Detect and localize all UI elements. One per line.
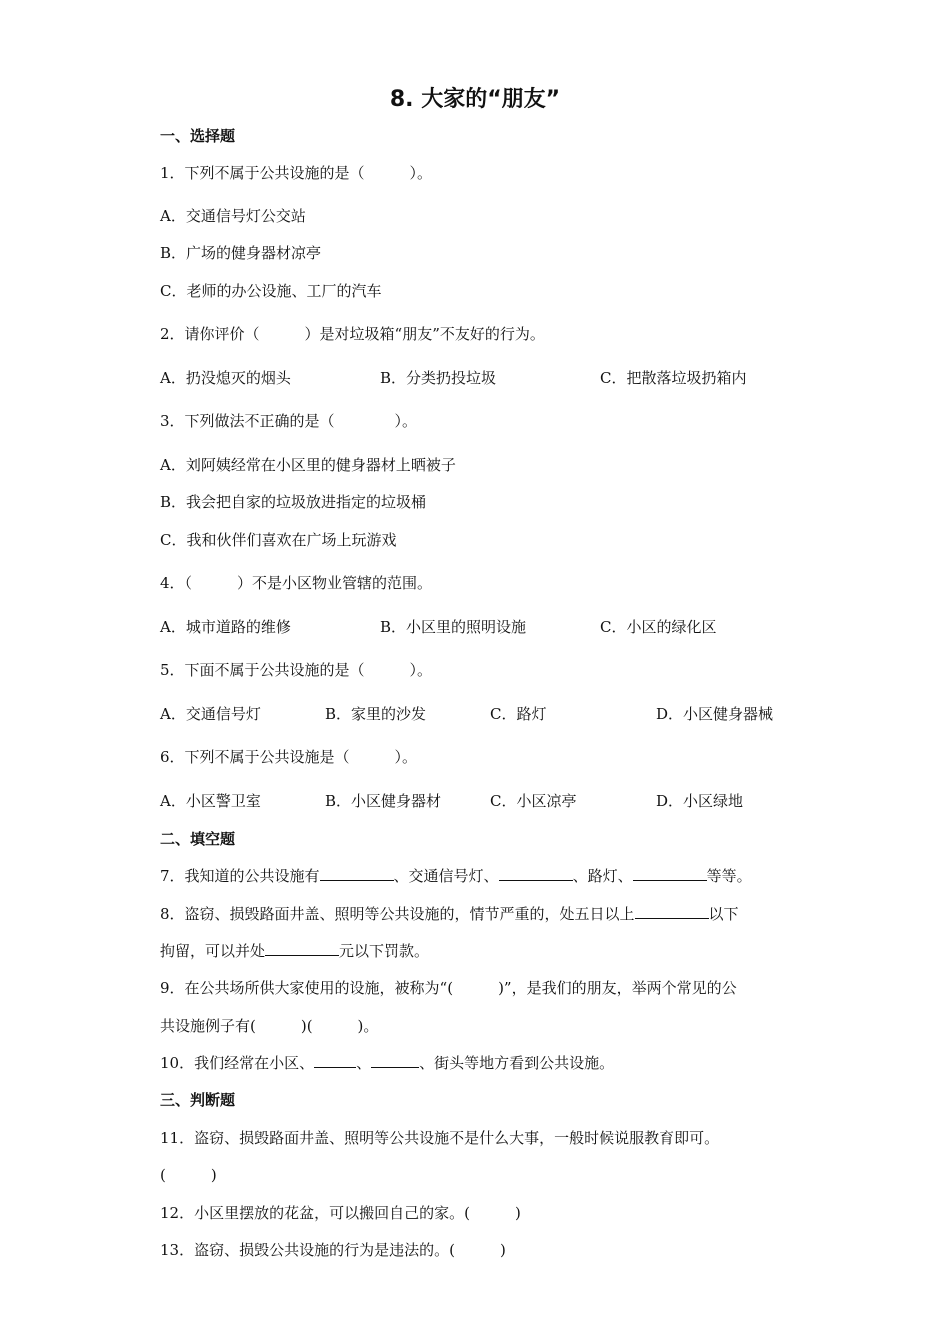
question-5-option-a: A．交通信号灯	[160, 705, 261, 723]
question-8-line-1	[160, 903, 739, 924]
question-10-text-3: 、街头等地方看到公共设施。	[419, 1054, 615, 1072]
question-1-option-b: B．广场的健身器材凉亭	[160, 244, 322, 262]
question-9-line-2: 共设施例子有( )( )。	[160, 1017, 379, 1035]
section-heading-fill: 二、填空题	[160, 830, 236, 848]
question-7-text-1: 7．我知道的公共设施有	[160, 867, 320, 885]
question-5-option-c: C．路灯	[490, 705, 547, 723]
question-3-option-b: B．我会把自家的垃圾放进指定的垃圾桶	[160, 493, 427, 511]
question-10-text-1: 10．我们经常在小区、	[160, 1054, 315, 1072]
question-6-stem: 6．下列不属于公共设施是（ ）。	[160, 748, 418, 766]
question-7-text-3: 、路灯、	[572, 867, 633, 885]
question-8-line-2	[160, 940, 429, 961]
question-5-option-b: B．家里的沙发	[325, 705, 427, 723]
question-7-blank-2[interactable]	[499, 866, 573, 881]
question-6-option-a: A．小区警卫室	[160, 792, 261, 810]
question-1-option-a: A．交通信号灯公交站	[160, 207, 306, 225]
question-2-option-c: C．把散落垃圾扔箱内	[600, 369, 747, 387]
question-11-line-1: 11．盗窃、损毁路面井盖、照明等公共设施不是什么大事，一般时候说服教育即可。	[160, 1129, 720, 1147]
question-8-text-3: 拘留，可以并处	[160, 942, 266, 960]
question-4-option-c: C．小区的绿化区	[600, 618, 717, 636]
section-heading-choice: 一、选择题	[160, 127, 236, 145]
question-7-text-2: 、交通信号灯、	[393, 867, 499, 885]
question-8-text-1: 8．盗窃、损毁路面井盖、照明等公共设施的，情节严重的，处五日以上	[160, 905, 635, 923]
section-heading-judge: 三、判断题	[160, 1091, 236, 1109]
question-2-option-a: A．扔没熄灭的烟头	[160, 369, 291, 387]
question-5-stem: 5．下面不属于公共设施的是（ ）。	[160, 661, 433, 679]
question-7	[160, 865, 752, 886]
question-10-blank-2[interactable]	[371, 1053, 419, 1068]
question-1-stem: 1．下列不属于公共设施的是（ ）。	[160, 164, 433, 182]
question-11-line-2: ( )	[160, 1166, 217, 1184]
question-8-blank-2[interactable]	[265, 941, 339, 956]
question-12: 12．小区里摆放的花盆，可以搬回自己的家。( )	[160, 1204, 521, 1222]
question-3-stem: 3．下列做法不正确的是（ ）。	[160, 412, 418, 430]
question-6-option-b: B．小区健身器材	[325, 792, 442, 810]
question-3-option-a: A．刘阿姨经常在小区里的健身器材上晒被子	[160, 456, 456, 474]
question-3-option-c: C．我和伙伴们喜欢在广场上玩游戏	[160, 531, 397, 549]
question-8-text-4: 元以下罚款。	[339, 942, 430, 960]
question-2-stem: 2．请你评价（ ）是对垃圾箱“朋友”不友好的行为。	[160, 325, 545, 343]
question-8-blank-1[interactable]	[635, 904, 709, 919]
question-1-option-c: C．老师的办公设施、工厂的汽车	[160, 282, 382, 300]
question-4-stem: 4．（ ）不是小区物业管辖的范围。	[160, 574, 433, 592]
question-6-option-d: D．小区绿地	[656, 792, 744, 810]
question-7-text-4: 等等。	[706, 867, 752, 885]
question-4-option-b: B．小区里的照明设施	[380, 618, 527, 636]
question-13: 13．盗窃、损毁公共设施的行为是违法的。( )	[160, 1241, 506, 1259]
question-5-option-d: D．小区健身器械	[656, 705, 774, 723]
question-10-blank-1[interactable]	[314, 1053, 356, 1068]
question-2-option-b: B．分类扔投垃圾	[380, 369, 497, 387]
question-10-text-2: 、	[356, 1054, 372, 1072]
question-8-text-2: 以下	[708, 905, 739, 923]
question-7-blank-1[interactable]	[320, 866, 394, 881]
question-4-option-a: A．城市道路的维修	[160, 618, 291, 636]
question-7-blank-3[interactable]	[633, 866, 707, 881]
page-title: 8. 大家的“朋友”	[389, 87, 561, 112]
question-10	[160, 1052, 614, 1073]
question-9-line-1: 9．在公共场所供大家使用的设施，被称为“( )”，是我们的朋友，举两个常见的公	[160, 979, 737, 997]
question-6-option-c: C．小区凉亭	[490, 792, 577, 810]
